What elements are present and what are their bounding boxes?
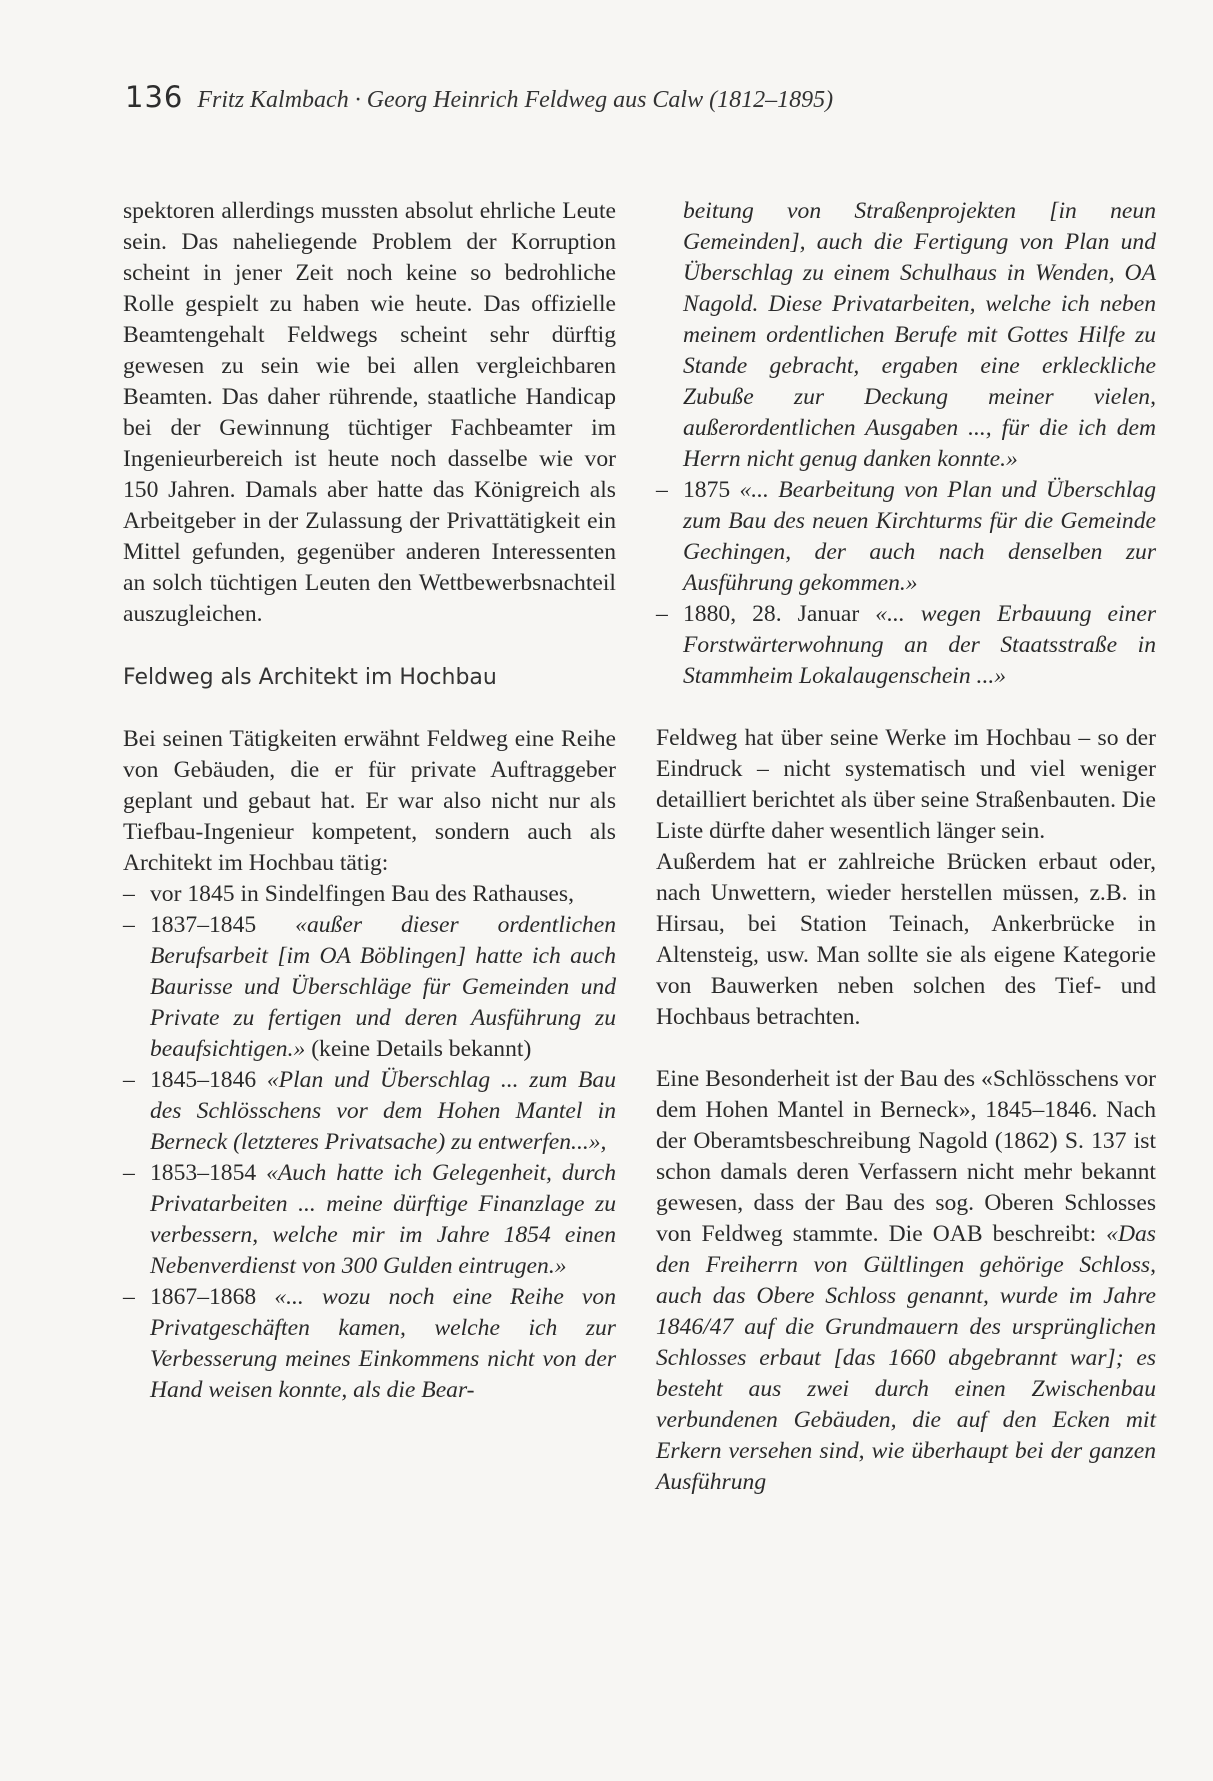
right-paragraph-2: Außerdem hat er zahlreiche Brücken erbaut oder, nach Unwettern, wieder herstellen müssen, z.B. in Hirsau, bei Station Teinach, Ankerbrücke in Altensteig, usw. Man sollte sie als eigene Kategorie von Bauwerken neben solchen des Tief- und Hochbaus betrachten. xyxy=(656,849,1156,1030)
left-paragraph-2: Bei seinen Tätigkeiten erwähnt Feldweg eine Reihe von Gebäuden, die er für private Auftraggeber geplant und gebaut hat. Er war also nicht nur als Tiefbau-Ingenieur kompetent, sondern auch als Architekt im Hochbau tätig: xyxy=(123,726,616,876)
section-heading: Feldweg als Architekt im Hochbau xyxy=(123,665,497,690)
list-item: – 1845–1846 «Plan und Überschlag ... zum Bau des Schlösschens vor dem Hohen Mantel in Berneck (letzteres Privatsache) zu entwerfen...», xyxy=(123,1067,616,1155)
right-list xyxy=(656,196,1156,692)
left-paragraph-1: spektoren allerdings mussten absolut ehrliche Leute sein. Das naheliegende Problem der Korruption scheint in jener Zeit noch keine so bedrohliche Rolle gespielt zu haben wie heute. Das offizielle Beamtengehalt Feldwegs scheint sehr dürftig gewesen zu sein wie bei allen vergleichbaren Beamten. Das daher rührende, staatliche Handicap bei der Gewinnung tüchtiger Fachbeamter im Ingenieurbereich ist heute noch dasselbe wie vor 150 Jahren. Damals aber hatte das Königreich als Arbeitgeber in der Zulassung der Privattätigkeit ein Mittel gefunden, gegenüber anderen Interessenten an solch tüchtigen Leuten den Wettbewerbsnachteil auszugleichen. xyxy=(123,198,616,627)
right-paragraph-1: Feldweg hat über seine Werke im Hochbau – so der Eindruck – nicht systematisch und viel weniger detailliert berichtet als über seine Straßenbauten. Die Liste dürfte daher wesentlich länger sein. xyxy=(656,725,1156,844)
list-item: – 1875 «... Bearbeitung von Plan und Überschlag zum Bau des neuen Kirchturms für die Gemeinde Gechingen, der auch nach denselben zur Ausführung gekommen.» xyxy=(656,477,1156,596)
list-item: – 1880, 28. Januar «... wegen Erbauung einer Forstwärterwohnung an der Staatsstraße in Stammheim Lokalaugenschein ...» xyxy=(656,601,1156,689)
right-column xyxy=(656,196,1156,1498)
list-item: – 1853–1854 «Auch hatte ich Gelegenheit, durch Privatarbeiten ... meine dürftige Finanzlage zu verbessern, welche mir im Jahre 1854 einen Nebenverdienst von 300 Gulden eintrugen.» xyxy=(123,1160,616,1279)
running-title: Fritz Kalmbach · Georg Heinrich Feldweg aus Calw (1812–1895) xyxy=(197,87,834,113)
list-item-continuation: beitung von Straßenprojekten [in neun Gemeinden], auch die Fertigung von Plan und Überschlag zu einem Schulhaus in Wenden, OA Nagold. Diese Privatarbeiten, welche ich neben meinem ordentlichen Berufe mit Gottes Hilfe zu Stande gebracht, ergaben eine erkleckliche Zubuße zur Deckung meiner vielen, außerordentlichen Ausgaben ..., für die ich dem Herrn nicht genug danken konnte.» xyxy=(683,198,1156,472)
page-header xyxy=(125,80,1025,114)
right-paragraph-3: Eine Besonderheit ist der Bau des «Schlösschens vor dem Hohen Mantel in Berneck», 1845–1846. Nach der Oberamtsbeschreibung Nagold (1862) S. 137 ist schon damals deren Verfassern nicht mehr bekannt gewesen, dass der Bau des sog. Oberen Schlosses von Feldweg stammte. Die OAB beschreibt: «Das den Freiherrn von Gültlingen gehörige Schloss, auch das Obere Schloss genannt, wurde im Jahre 1846/47 auf die Grundmauern des ursprünglichen Schlosses erbaut [das 1660 abgebrannt war]; es besteht aus zwei durch einen Zwischenbau verbundenen Gebäuden, die auf den Ecken mit Erkern versehen sind, wie überhaupt bei der ganzen Ausführung xyxy=(656,1066,1156,1495)
list-item: – vor 1845 in Sindelfingen Bau des Rathauses, xyxy=(123,881,574,907)
list-item: – 1867–1868 «... wozu noch eine Reihe von Privatgeschäften kamen, welche ich zur Verbesserung meines Einkommens nicht von der Hand weisen konnte, als die Bear- xyxy=(123,1284,616,1403)
page-number: 136 xyxy=(125,80,184,114)
left-column xyxy=(123,196,616,1406)
list-item: – 1837–1845 «außer dieser ordentlichen Berufsarbeit [im OA Böblingen] hatte ich auch Baurisse und Überschläge für Gemeinden und Private zu fertigen und deren Ausführung zu beaufsichtigen.» (keine Details bekannt) xyxy=(123,912,616,1062)
left-list xyxy=(123,879,616,1406)
